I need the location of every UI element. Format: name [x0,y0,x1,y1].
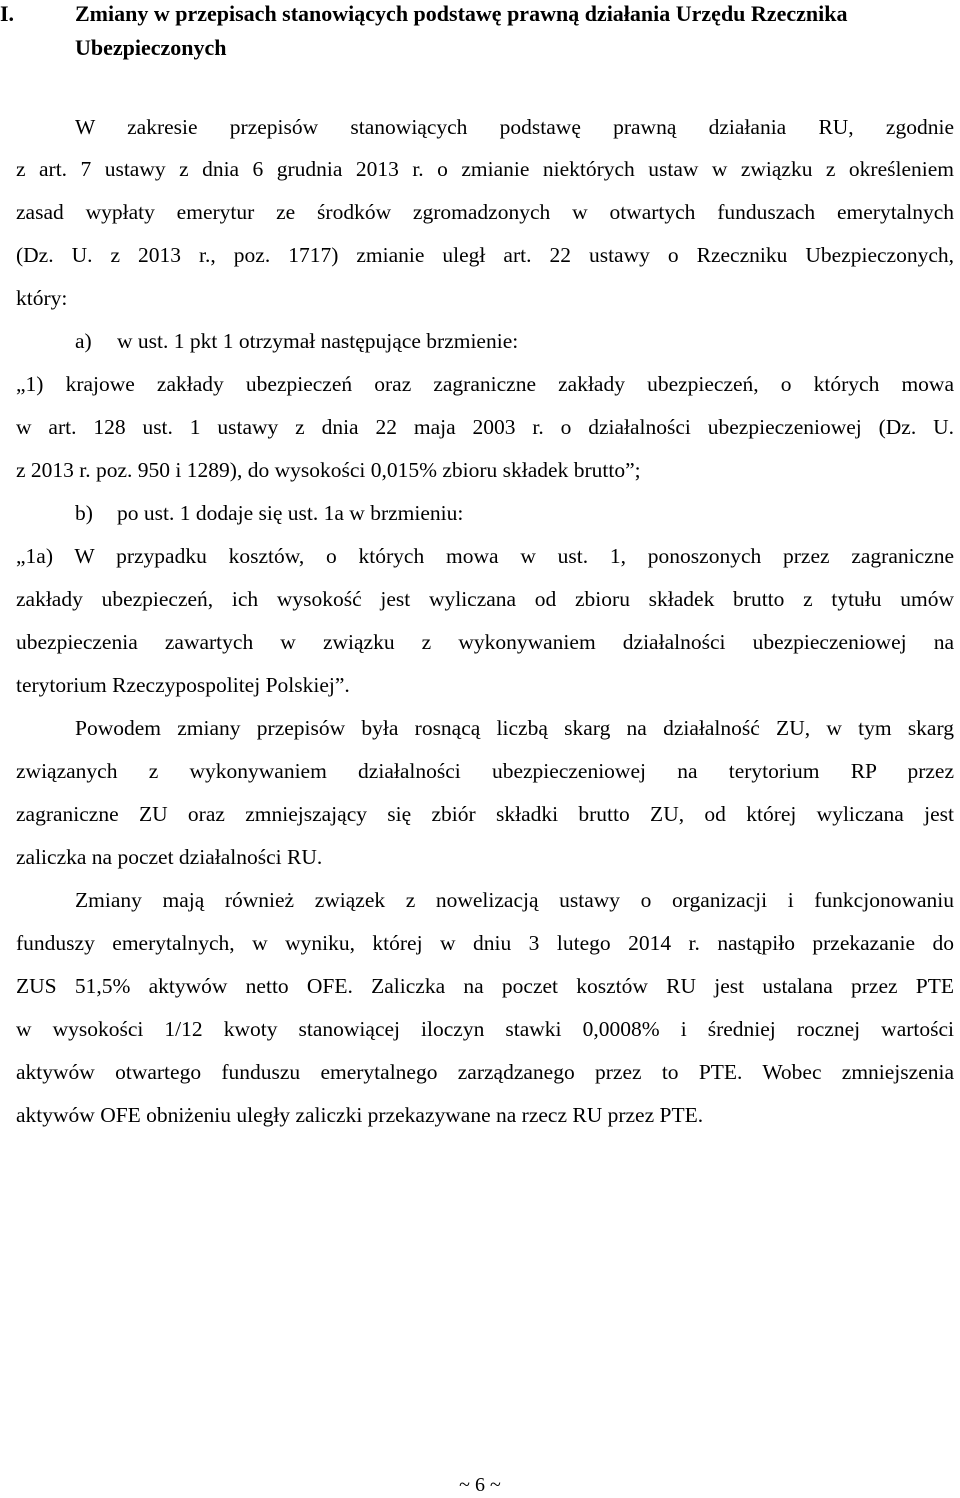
quote-line: zakłady ubezpieczeń, ich wysokość jest wyliczana od zbioru składek brutto z tytułu umów [16,587,954,611]
list-label-a: a) [75,329,92,353]
quote-line: terytorium Rzeczypospolitej Polskiej”. [16,673,350,697]
paragraph-line: funduszy emerytalnych, w wyniku, której w dniu 3 lutego 2014 r. nastąpiło przekazanie do [16,931,954,955]
paragraph-line: aktywów otwartego funduszu emerytalnego zarządzanego przez to PTE. Wobec zmniejszenia [16,1060,954,1084]
paragraph-line: Powodem zmiany przepisów była rosnącą liczbą skarg na działalność ZU, w tym skarg [75,716,954,740]
paragraph-line: zaliczka na poczet działalności RU. [16,845,323,869]
paragraph-line: zasad wypłaty emerytur ze środków zgromadzonych w otwartych funduszach emerytalnych [16,200,954,224]
paragraph-line: (Dz. U. z 2013 r., poz. 1717) zmianie uległ art. 22 ustawy o Rzeczniku Ubezpieczonych, [16,243,954,267]
section-title: Zmiany w przepisach stanowiących podstawę prawną działania Urzędu Rzecznika Ubezpieczonych [75,1,848,60]
list-label-b: b) [75,501,93,525]
section-number: I. [0,1,15,26]
quote-line: „1) krajowe zakłady ubezpieczeń oraz zagraniczne zakłady ubezpieczeń, o których mowa [16,372,954,396]
quote-line: w art. 128 ust. 1 ustawy z dnia 22 maja 2003 r. o działalności ubezpieczeniowej (Dz. U. [16,415,954,439]
paragraph-line: Zmiany mają również związek z nowelizacją ustawy o organizacji i funkcjonowaniu [75,888,954,912]
list-item-b [75,499,960,527]
paragraph-line: w wysokości 1/12 kwoty stanowiącej iloczyn stawki 0,0008% i średniej rocznej wartości [16,1017,954,1041]
quote-line: ubezpieczenia zawartych w związku z wykonywaniem działalności ubezpieczeniowej na [16,630,954,654]
paragraph-line: ZUS 51,5% aktywów netto OFE. Zaliczka na poczet kosztów RU jest ustalana przez PTE [16,974,954,998]
paragraph-line: związanych z wykonywaniem działalności ubezpieczeniowej na terytorium RP przez [16,759,954,783]
section-heading [0,0,950,65]
list-item-a [75,327,960,355]
paragraph-line: który: [16,286,68,310]
list-item-text: w ust. 1 pkt 1 otrzymał następujące brzmienie: [117,329,519,353]
paragraph-line: W zakresie przepisów stanowiących podstawę prawną działania RU, zgodnie [75,115,954,139]
page-number: ~ 6 ~ [459,1474,501,1496]
list-item-text: po ust. 1 dodaje się ust. 1a w brzmieniu: [117,501,464,525]
quote-line: „1a) W przypadku kosztów, o których mowa w ust. 1, ponoszonych przez zagraniczne [16,544,954,568]
paragraph-line: z art. 7 ustawy z dnia 6 grudnia 2013 r. o zmianie niektórych ustaw w związku z określeniem [16,157,954,181]
paragraph-line: aktywów OFE obniżeniu uległy zaliczki przekazywane na rzecz RU przez PTE. [16,1103,704,1127]
quote-line: z 2013 r. poz. 950 i 1289), do wysokości 0,015% zbioru składek brutto”; [16,458,641,482]
paragraph-line: zagraniczne ZU oraz zmniejszający się zbiór składki brutto ZU, od której wyliczana jest [16,802,954,826]
